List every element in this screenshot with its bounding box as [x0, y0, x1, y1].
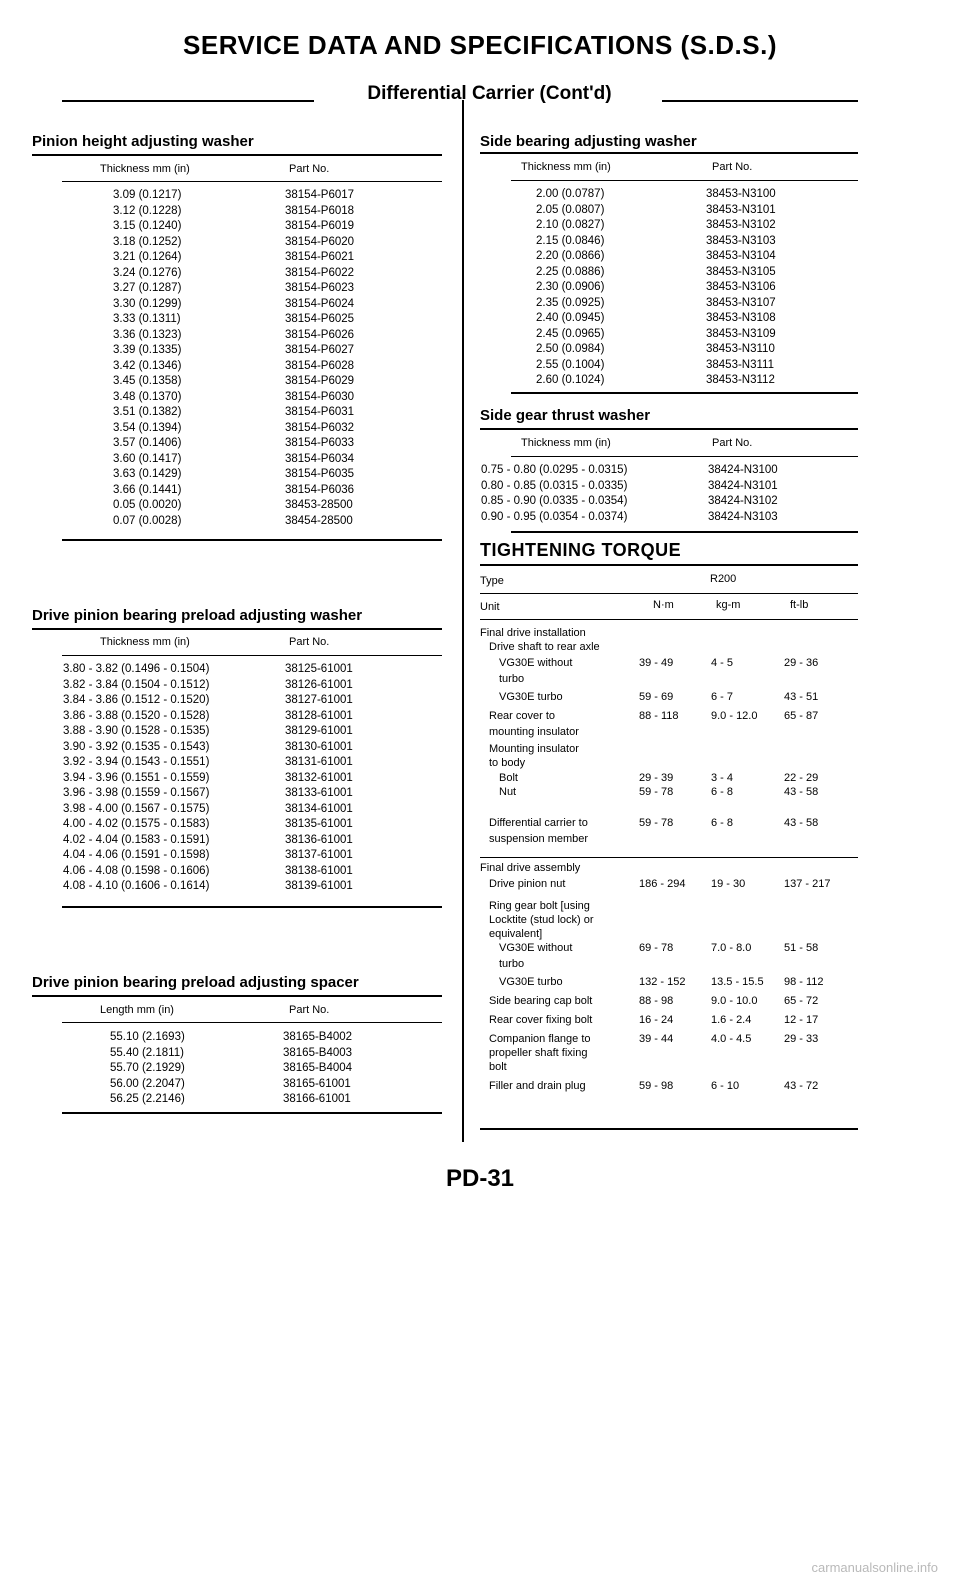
- table-row: [63, 879, 433, 895]
- subtitle-row: [62, 83, 858, 107]
- row-part-number: 38424-N3100: [708, 464, 778, 476]
- table-row: [63, 786, 433, 802]
- table-row: [63, 678, 433, 694]
- torque-row-value: 51 - 58: [784, 942, 819, 954]
- row-part-number: 38154-P6023: [285, 282, 355, 294]
- torque-row-label: Differential carrier to: [489, 817, 588, 829]
- side-gear-washer-col1-header: Thickness mm (in): [521, 437, 611, 449]
- table-row: [536, 358, 846, 374]
- row-part-number: 38154-P6022: [285, 266, 355, 279]
- side-bearing-washer-col2-header: Part No.: [712, 161, 753, 173]
- row-value: 3.80 - 3.82 (0.1496 - 0.1504): [63, 663, 210, 675]
- torque-row-label: Locktite (stud lock) or: [489, 914, 594, 926]
- row-part-number: 38138-61001: [285, 864, 353, 877]
- torque-bottom-rule: [480, 1128, 858, 1130]
- torque-row-value: 88 - 98: [639, 995, 674, 1007]
- table-row: [113, 235, 433, 251]
- row-value: 3.84 - 3.86 (0.1512 - 0.1520): [63, 694, 210, 706]
- preload-spacer-title: Drive pinion bearing preload adjusting spacer: [32, 974, 359, 991]
- row-value: 2.55 (0.1004): [536, 358, 605, 371]
- torque-row-value: 12 - 17: [784, 1014, 819, 1026]
- side-gear-washer-table: [481, 463, 851, 525]
- row-part-number: 38154-P6024: [285, 297, 355, 310]
- column-divider: [462, 100, 464, 1142]
- table-row: [63, 848, 433, 864]
- torque-row-value: 43 - 72: [784, 1080, 819, 1092]
- table-row: [536, 296, 846, 312]
- torque-row-label: VG30E without: [499, 657, 573, 669]
- row-part-number: 38453-N3109: [706, 327, 776, 340]
- row-part-number: 38131-61001: [285, 756, 353, 768]
- row-value: 2.00 (0.0787): [536, 188, 605, 200]
- row-value: 4.08 - 4.10 (0.1606 - 0.1614): [63, 880, 210, 892]
- torque-row-value: 59 - 78: [639, 786, 674, 798]
- row-part-number: 38154-P6033: [285, 437, 355, 449]
- pinion-washer-header-rule: [62, 181, 442, 182]
- table-row: [536, 203, 846, 219]
- torque-row-value: 1.6 - 2.4: [711, 1014, 752, 1026]
- table-row: [110, 1061, 430, 1077]
- row-part-number: 38165-B4003: [283, 1046, 353, 1059]
- table-row: [113, 514, 433, 530]
- torque-row-label: Drive shaft to rear axle: [489, 641, 600, 653]
- table-row: [63, 709, 433, 725]
- torque-row-value: 16 - 24: [639, 1014, 674, 1026]
- row-part-number: 38125-61001: [285, 663, 353, 675]
- torque-row-label: Ring gear bolt [using: [489, 900, 590, 912]
- torque-group-rule: [480, 857, 858, 858]
- torque-row-label: bolt: [489, 1061, 507, 1073]
- row-value: 3.09 (0.1217): [113, 189, 182, 201]
- table-row: [113, 343, 433, 359]
- table-row: [63, 724, 433, 740]
- row-part-number: 38154-P6034: [285, 452, 355, 465]
- table-row: [110, 1046, 430, 1062]
- row-part-number: 38453-N3108: [706, 312, 776, 324]
- row-value: 3.39 (0.1335): [113, 344, 182, 356]
- table-row: [113, 421, 433, 437]
- preload-spacer-bottom-rule: [62, 1112, 442, 1114]
- torque-row-value: 39 - 44: [639, 1033, 674, 1045]
- pinion-washer-title: Pinion height adjusting washer: [32, 133, 254, 150]
- row-part-number: 38154-P6032: [285, 421, 355, 434]
- table-row: [110, 1030, 430, 1046]
- torque-row-label: Final drive assembly: [480, 862, 581, 874]
- row-value: 4.02 - 4.04 (0.1583 - 0.1591): [63, 833, 210, 846]
- torque-row-value: 29 - 36: [784, 657, 819, 669]
- row-value: 3.36 (0.1323): [113, 328, 182, 341]
- row-part-number: 38424-N3102: [708, 495, 778, 507]
- row-value: 0.85 - 0.90 (0.0335 - 0.0354): [481, 495, 628, 507]
- torque-row-label: Drive pinion nut: [489, 878, 566, 890]
- pinion-washer-col1-header: Thickness mm (in): [100, 163, 190, 175]
- row-part-number: 38453-N3110: [706, 343, 775, 355]
- row-value: 3.30 (0.1299): [113, 297, 182, 310]
- pinion-washer-top-rule: [32, 154, 442, 156]
- row-part-number: 38154-P6035: [285, 468, 355, 480]
- torque-row-value: 13.5 - 15.5: [711, 976, 764, 988]
- row-part-number: 38165-61001: [283, 1077, 351, 1090]
- preload-washer-table: [63, 662, 433, 895]
- row-part-number: 38453-N3103: [706, 234, 776, 247]
- row-value: 3.82 - 3.84 (0.1504 - 0.1512): [63, 678, 210, 691]
- table-row: [63, 833, 433, 849]
- row-part-number: 38453-N3112: [706, 374, 775, 386]
- side-gear-washer-top-rule: [480, 428, 858, 430]
- table-row: [113, 467, 433, 483]
- table-row: [536, 265, 846, 281]
- torque-row-value: 3 - 4: [711, 772, 734, 784]
- preload-spacer-col1-header: Length mm (in): [100, 1004, 174, 1016]
- row-part-number: 38127-61001: [285, 694, 353, 706]
- table-row: [113, 297, 433, 313]
- torque-title: TIGHTENING TORQUE: [480, 540, 682, 560]
- table-row: [63, 802, 433, 818]
- page-title: SERVICE DATA AND SPECIFICATIONS (S.D.S.): [183, 30, 777, 60]
- table-row: [481, 494, 851, 510]
- torque-row-value: 65 - 72: [784, 995, 819, 1007]
- side-bearing-washer-bottom-rule: [511, 392, 858, 394]
- table-row: [536, 249, 846, 265]
- row-part-number: 38453-N3102: [706, 219, 776, 231]
- preload-spacer-header-rule: [62, 1022, 442, 1023]
- row-value: 3.33 (0.1311): [113, 313, 181, 325]
- row-value: 3.18 (0.1252): [113, 235, 182, 248]
- table-row: [63, 693, 433, 709]
- row-value: 0.07 (0.0028): [113, 514, 182, 527]
- row-value: 55.70 (2.1929): [110, 1062, 185, 1074]
- torque-unit-ftlb: ft-lb: [790, 599, 809, 611]
- torque-row-value: 9.0 - 10.0: [711, 995, 758, 1007]
- row-part-number: 38453-N3101: [706, 203, 776, 216]
- table-row: [113, 359, 433, 375]
- pinion-washer-col2-header: Part No.: [289, 163, 330, 175]
- torque-row-label: mounting insulator: [489, 726, 579, 738]
- torque-row-value: 98 - 112: [784, 976, 824, 988]
- table-row: [110, 1077, 430, 1093]
- row-part-number: 38453-N3104: [706, 250, 776, 262]
- side-bearing-washer-header-rule: [511, 180, 858, 181]
- table-row: [536, 280, 846, 296]
- torque-row-value: 6 - 8: [711, 817, 734, 829]
- row-value: 3.15 (0.1240): [113, 220, 182, 232]
- preload-washer-title: Drive pinion bearing preload adjusting washer: [32, 607, 363, 624]
- row-part-number: 38453-N3107: [706, 296, 776, 309]
- table-row: [110, 1092, 430, 1108]
- row-value: 4.00 - 4.02 (0.1575 - 0.1583): [63, 818, 210, 830]
- preload-washer-header-rule: [62, 655, 442, 656]
- torque-row-value: 88 - 118: [639, 710, 679, 722]
- torque-row-label: suspension member: [489, 833, 589, 845]
- table-row: [536, 218, 846, 234]
- torque-row-value: 43 - 58: [784, 786, 819, 798]
- table-row: [113, 483, 433, 499]
- row-part-number: 38154-P6026: [285, 328, 355, 341]
- row-part-number: 38453-28500: [285, 499, 353, 511]
- torque-row-value: 6 - 7: [711, 691, 734, 703]
- row-part-number: 38154-P6020: [285, 235, 355, 248]
- row-part-number: 38154-P6030: [285, 390, 355, 403]
- row-value: 3.88 - 3.90 (0.1528 - 0.1535): [63, 725, 210, 737]
- table-row: [63, 755, 433, 771]
- torque-row-label: to body: [489, 757, 526, 769]
- row-value: 2.35 (0.0925): [536, 296, 605, 309]
- torque-row-value: 132 - 152: [639, 976, 686, 988]
- row-part-number: 38453-N3100: [706, 188, 776, 200]
- torque-row-value: 59 - 98: [639, 1080, 674, 1092]
- preload-washer-bottom-rule: [62, 906, 442, 908]
- table-row: [113, 436, 433, 452]
- table-row: [113, 219, 433, 235]
- watermark-text: carmanualsonline.info: [811, 1560, 938, 1575]
- torque-row-value: 43 - 51: [784, 691, 819, 703]
- row-value: 2.05 (0.0807): [536, 203, 605, 216]
- subtitle-rule-right: [662, 100, 858, 102]
- side-gear-washer-header-rule: [511, 456, 858, 457]
- table-row: [63, 864, 433, 880]
- preload-washer-col2-header: Part No.: [289, 636, 330, 648]
- row-value: 3.12 (0.1228): [113, 204, 182, 217]
- row-value: 0.90 - 0.95 (0.0354 - 0.0374): [481, 510, 628, 523]
- torque-row-value: 6 - 10: [711, 1080, 740, 1092]
- row-value: 0.80 - 0.85 (0.0315 - 0.0335): [481, 479, 628, 492]
- table-row: [113, 266, 433, 282]
- row-part-number: 38154-P6036: [285, 483, 355, 496]
- torque-row-label: Mounting insulator: [489, 743, 579, 755]
- row-value: 3.45 (0.1358): [113, 375, 182, 387]
- table-row: [113, 498, 433, 514]
- row-value: 3.66 (0.1441): [113, 483, 182, 496]
- row-value: 3.27 (0.1287): [113, 282, 182, 294]
- row-value: 56.25 (2.2146): [110, 1093, 185, 1105]
- torque-type-value: R200: [710, 573, 737, 585]
- row-value: 55.10 (2.1693): [110, 1031, 185, 1043]
- row-part-number: 38133-61001: [285, 787, 353, 799]
- table-row: [113, 405, 433, 421]
- row-part-number: 38130-61001: [285, 740, 353, 753]
- table-row: [481, 510, 851, 526]
- row-value: 2.20 (0.0866): [536, 250, 605, 262]
- page-number: PD-31: [445, 1165, 515, 1192]
- row-value: 2.40 (0.0945): [536, 312, 605, 324]
- row-value: 3.54 (0.1394): [113, 421, 182, 434]
- row-value: 2.25 (0.0886): [536, 265, 605, 278]
- torque-row-label: Side bearing cap bolt: [489, 995, 593, 1007]
- row-part-number: 38154-P6029: [285, 375, 355, 387]
- table-row: [113, 188, 433, 204]
- torque-unit-rule: [480, 619, 858, 620]
- torque-row-label: propeller shaft fixing: [489, 1047, 588, 1059]
- row-value: 0.05 (0.0020): [113, 499, 182, 511]
- torque-row-label: Final drive installation: [480, 627, 586, 639]
- table-row: [63, 817, 433, 833]
- preload-spacer-col2-header: Part No.: [289, 1004, 330, 1016]
- row-part-number: 38424-N3103: [708, 510, 778, 523]
- row-part-number: 38154-P6017: [285, 189, 355, 201]
- torque-row-label: Filler and drain plug: [489, 1080, 586, 1092]
- torque-row-value: 69 - 78: [639, 942, 674, 954]
- row-part-number: 38453-N3106: [706, 281, 776, 293]
- torque-row-label: Bolt: [499, 772, 518, 784]
- row-part-number: 38453-N3105: [706, 265, 776, 278]
- torque-unit-kgm: kg-m: [716, 599, 741, 611]
- row-value: 3.48 (0.1370): [113, 390, 182, 403]
- torque-type-rule: [480, 593, 858, 594]
- torque-row-value: 39 - 49: [639, 657, 674, 669]
- torque-row-value: 59 - 78: [639, 817, 674, 829]
- torque-row-label: VG30E turbo: [499, 691, 563, 703]
- row-part-number: 38136-61001: [285, 833, 353, 846]
- side-bearing-washer-table: [536, 187, 846, 389]
- torque-row-value: 4 - 5: [711, 657, 734, 669]
- row-value: 2.15 (0.0846): [536, 234, 605, 247]
- preload-washer-top-rule: [32, 628, 442, 630]
- row-part-number: 38154-P6021: [285, 251, 355, 263]
- row-value: 2.50 (0.0984): [536, 343, 605, 355]
- table-row: [63, 740, 433, 756]
- row-value: 3.57 (0.1406): [113, 437, 182, 449]
- row-value: 55.40 (2.1811): [110, 1046, 184, 1059]
- row-value: 3.63 (0.1429): [113, 468, 182, 480]
- side-bearing-washer-top-rule: [480, 152, 858, 154]
- side-gear-washer-col2-header: Part No.: [712, 437, 753, 449]
- table-row: [536, 327, 846, 343]
- table-row: [536, 187, 846, 203]
- torque-unit-nm: N·m: [653, 599, 674, 611]
- row-part-number: 38154-P6031: [285, 406, 355, 418]
- table-row: [536, 234, 846, 250]
- row-part-number: 38453-N3111: [706, 358, 774, 371]
- torque-row-label: turbo: [499, 673, 525, 685]
- row-part-number: 38165-B4004: [283, 1062, 353, 1074]
- torque-row-value: 29 - 39: [639, 772, 674, 784]
- side-gear-washer-title: Side gear thrust washer: [480, 407, 651, 424]
- torque-row-label: Nut: [499, 786, 517, 798]
- row-value: 3.92 - 3.94 (0.1543 - 0.1551): [63, 756, 210, 768]
- torque-row-label: equivalent]: [489, 928, 543, 940]
- subtitle-rule-left: [62, 100, 314, 102]
- row-value: 56.00 (2.2047): [110, 1077, 185, 1090]
- torque-row-label: turbo: [499, 958, 525, 970]
- side-bearing-washer-title: Side bearing adjusting washer: [480, 133, 697, 150]
- row-value: 3.86 - 3.88 (0.1520 - 0.1528): [63, 709, 210, 722]
- row-part-number: 38132-61001: [285, 771, 353, 784]
- row-value: 3.90 - 3.92 (0.1535 - 0.1543): [63, 740, 210, 753]
- row-part-number: 38134-61001: [285, 802, 353, 815]
- torque-row-value: 7.0 - 8.0: [711, 942, 752, 954]
- torque-row-value: 59 - 69: [639, 691, 674, 703]
- preload-spacer-table: [110, 1030, 430, 1108]
- preload-washer-col1-header: Thickness mm (in): [100, 636, 190, 648]
- table-row: [63, 771, 433, 787]
- side-bearing-washer-col1-header: Thickness mm (in): [521, 161, 611, 173]
- row-value: 2.30 (0.0906): [536, 281, 605, 293]
- row-value: 2.10 (0.0827): [536, 219, 605, 231]
- row-part-number: 38128-61001: [285, 709, 353, 722]
- table-row: [113, 250, 433, 266]
- torque-type-label: Type: [480, 575, 504, 587]
- row-part-number: 38154-P6019: [285, 220, 355, 232]
- torque-row-label: Rear cover fixing bolt: [489, 1014, 593, 1026]
- row-value: 3.96 - 3.98 (0.1559 - 0.1567): [63, 787, 210, 799]
- row-value: 3.21 (0.1264): [113, 251, 182, 263]
- row-value: 0.75 - 0.80 (0.0295 - 0.0315): [481, 464, 628, 476]
- table-row: [63, 662, 433, 678]
- torque-row-value: 65 - 87: [784, 710, 819, 722]
- table-row: [536, 311, 846, 327]
- row-part-number: 38424-N3101: [708, 479, 778, 492]
- row-value: 2.45 (0.0965): [536, 327, 605, 340]
- table-row: [113, 374, 433, 390]
- row-value: 3.51 (0.1382): [113, 406, 182, 418]
- torque-row-value: 137 - 217: [784, 878, 831, 890]
- torque-row-value: 19 - 30: [711, 878, 746, 890]
- torque-row-label: Companion flange to: [489, 1033, 591, 1045]
- torque-row-label: VG30E turbo: [499, 976, 563, 988]
- torque-row-value: 9.0 - 12.0: [711, 710, 758, 722]
- row-value: 3.98 - 4.00 (0.1567 - 0.1575): [63, 802, 210, 815]
- torque-row-value: 6 - 8: [711, 786, 734, 798]
- row-value: 2.60 (0.1024): [536, 374, 605, 386]
- pinion-washer-bottom-rule: [62, 539, 442, 541]
- side-gear-washer-bottom-rule: [511, 531, 858, 533]
- row-part-number: 38137-61001: [285, 849, 353, 861]
- row-value: 3.42 (0.1346): [113, 359, 182, 372]
- row-part-number: 38129-61001: [285, 725, 353, 737]
- row-value: 4.04 - 4.06 (0.1591 - 0.1598): [63, 849, 210, 861]
- row-value: 3.24 (0.1276): [113, 266, 182, 279]
- row-value: 3.60 (0.1417): [113, 452, 182, 465]
- page-subtitle: Differential Carrier (Cont'd): [367, 83, 612, 104]
- row-part-number: 38166-61001: [283, 1093, 351, 1105]
- preload-spacer-top-rule: [32, 995, 442, 997]
- table-row: [481, 479, 851, 495]
- torque-row-value: 22 - 29: [784, 772, 819, 784]
- torque-row-value: 29 - 33: [784, 1033, 819, 1045]
- pinion-washer-table: [113, 188, 433, 529]
- torque-row-value: 43 - 58: [784, 817, 819, 829]
- torque-row-label: VG30E without: [499, 942, 573, 954]
- row-value: 4.06 - 4.08 (0.1598 - 0.1606): [63, 864, 210, 877]
- row-part-number: 38139-61001: [285, 880, 353, 892]
- table-row: [113, 452, 433, 468]
- table-row: [113, 281, 433, 297]
- table-row: [536, 342, 846, 358]
- torque-top-rule: [480, 564, 858, 566]
- table-row: [113, 312, 433, 328]
- row-part-number: 38154-P6018: [285, 204, 355, 217]
- table-row: [536, 373, 846, 389]
- table-row: [113, 328, 433, 344]
- row-part-number: 38454-28500: [285, 514, 353, 527]
- row-value: 3.94 - 3.96 (0.1551 - 0.1559): [63, 771, 210, 784]
- row-part-number: 38154-P6025: [285, 313, 355, 325]
- torque-unit-label: Unit: [480, 601, 500, 613]
- row-part-number: 38154-P6028: [285, 359, 355, 372]
- table-row: [113, 390, 433, 406]
- row-part-number: 38135-61001: [285, 818, 353, 830]
- torque-row-value: 4.0 - 4.5: [711, 1033, 752, 1045]
- row-part-number: 38165-B4002: [283, 1031, 353, 1043]
- table-row: [113, 204, 433, 220]
- table-row: [481, 463, 851, 479]
- row-part-number: 38154-P6027: [285, 344, 355, 356]
- torque-row-label: Rear cover to: [489, 710, 556, 722]
- row-part-number: 38126-61001: [285, 678, 353, 691]
- torque-row-value: 186 - 294: [639, 878, 686, 890]
